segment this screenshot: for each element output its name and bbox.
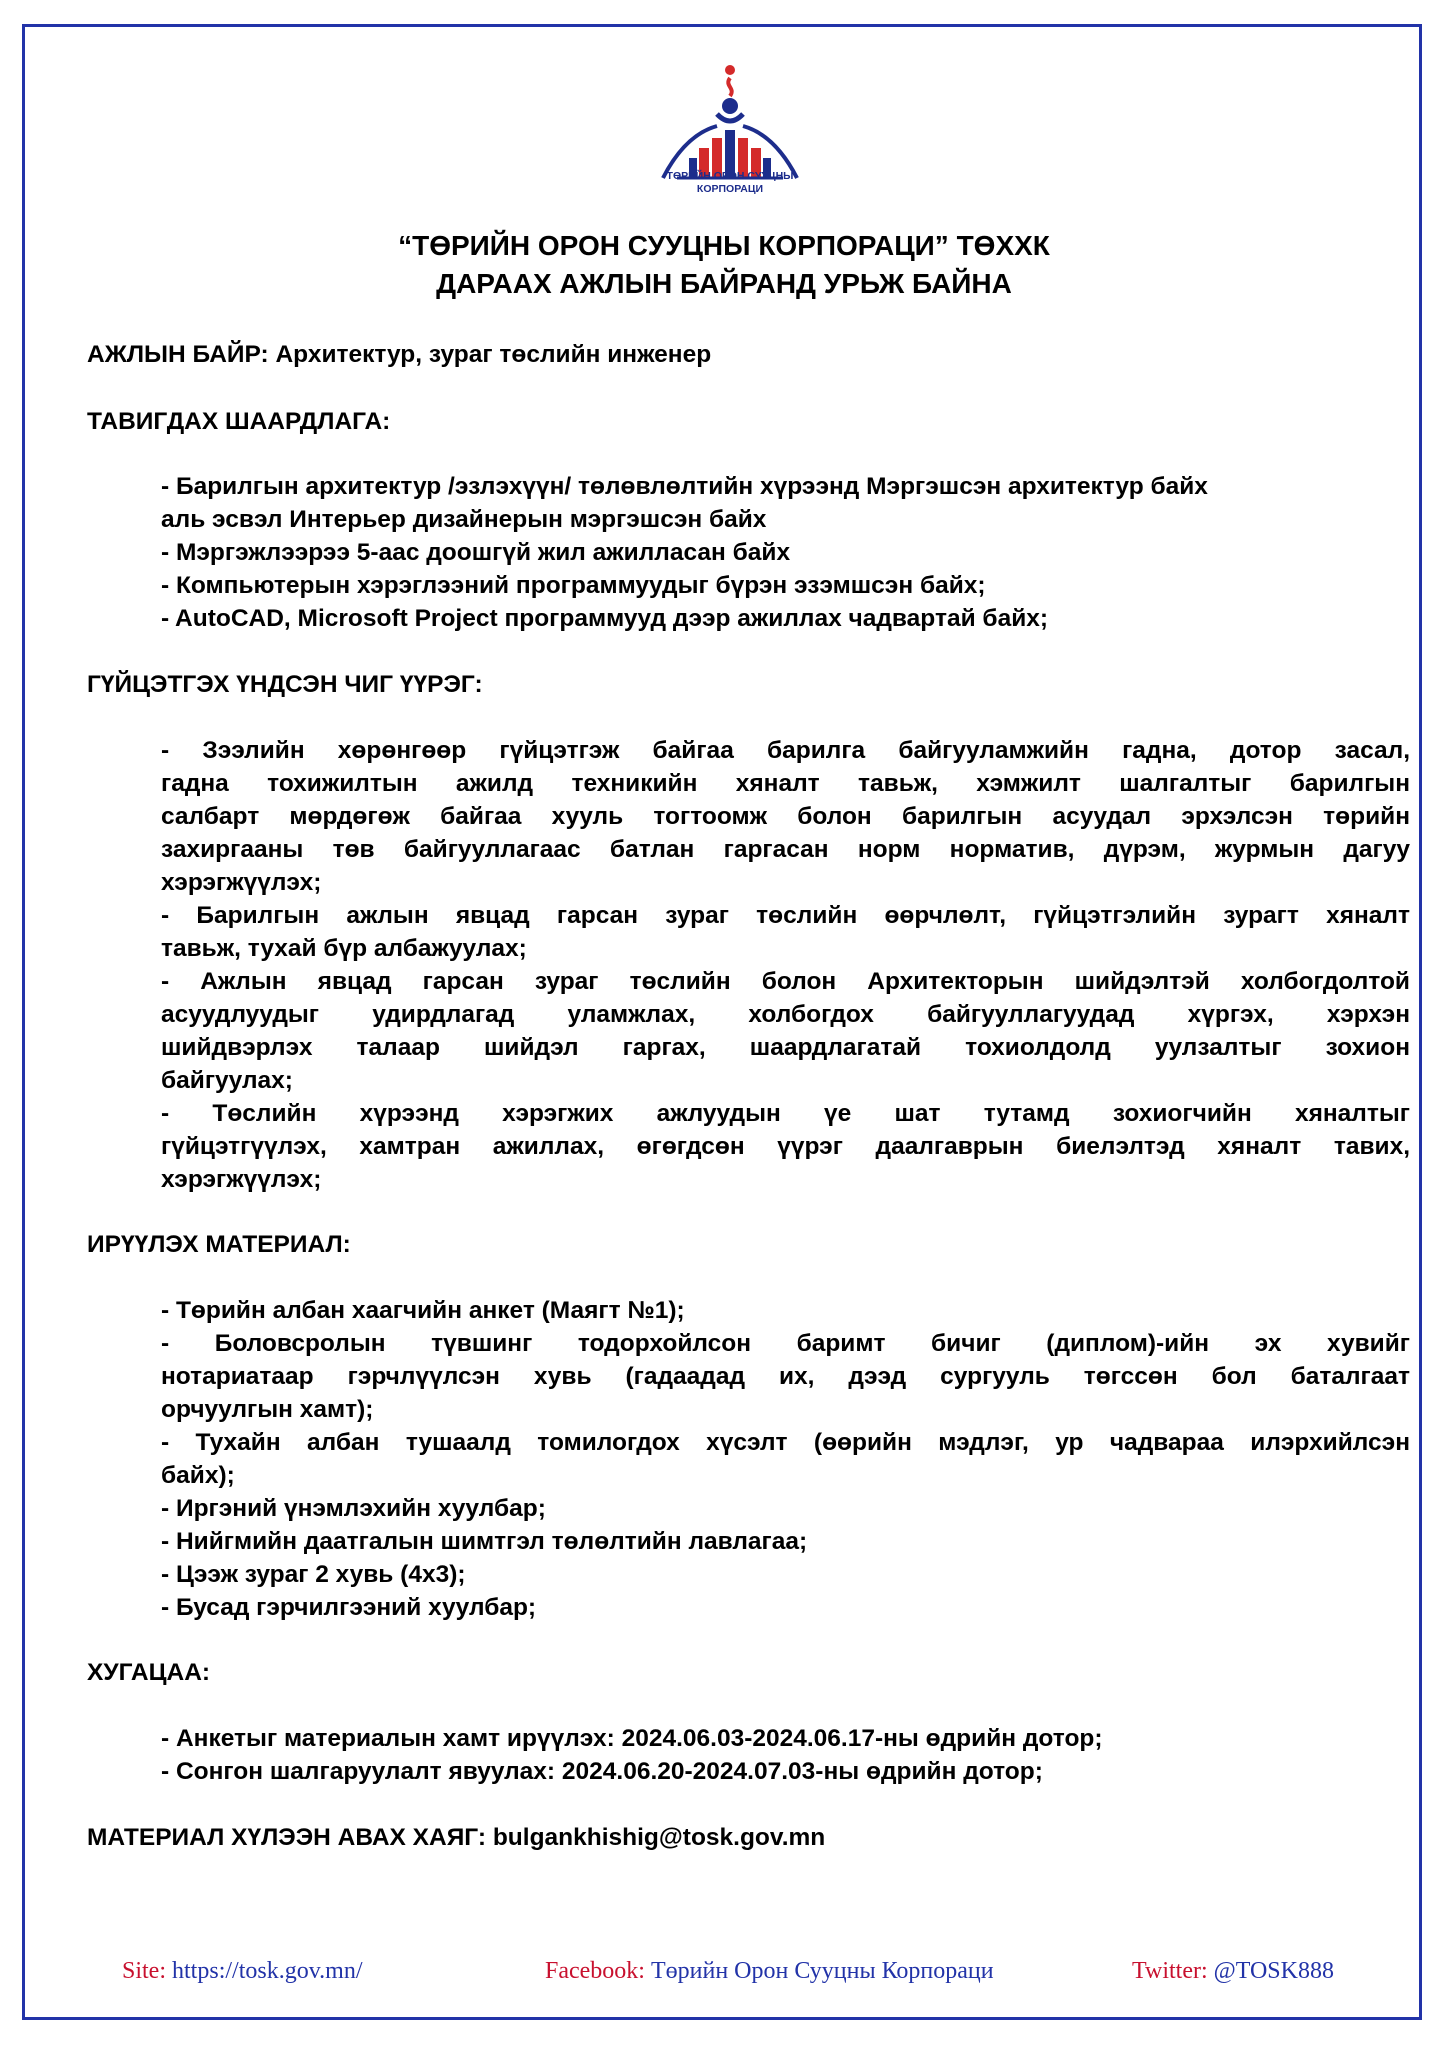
material-line: - Боловсролын түвшинг тодорхойлсон баримт бичиг (диплом)-ийн эх хувийг (161, 1330, 1410, 1357)
footer-facebook-label: Facebook: (545, 1958, 645, 1984)
footer-facebook[interactable] (545, 1958, 994, 1985)
deadline-line: - Анкетыг материалын хамт ирүүлэх: 2024.06.03-2024.06.17-ны өдрийн дотор; (161, 1725, 1103, 1752)
duty-line: - Зээлийн хөрөнгөөр гүйцэтгэж байгаа барилга байгууламжийн гадна, дотор засал, (161, 737, 1410, 764)
deadline-line: - Сонгон шалгаруулалт явуулах: 2024.06.20-2024.07.03-ны өдрийн дотор; (161, 1758, 1043, 1785)
material-line: нотариатаар гэрчлүүлсэн хувь (гадаадад их, дээд сургууль төгссөн бол баталгаат (161, 1363, 1410, 1390)
logo-text-line1: ТӨРИЙН ОРОН СУУЦНЫ (666, 170, 794, 182)
footer-twitter-label: Twitter: (1132, 1958, 1208, 1984)
material-line: байх); (161, 1462, 235, 1489)
duty-line: захиргааны төв байгууллагаас батлан гаргасан норм норматив, дүрэм, журмын дагуу (161, 836, 1410, 863)
requirements-heading: ТАВИГДАХ ШААРДЛАГА: (87, 408, 391, 435)
material-line: - Төрийн албан хаагчийн анкет (Маягт №1); (161, 1297, 685, 1324)
requirement-line: - Мэргэжлээрээ 5-аас доошгүй жил ажилласан байх (161, 539, 791, 566)
duty-line: тавьж, тухай бүр албажуулах; (161, 935, 527, 962)
requirement-line: - Компьютерын хэрэглээний программуудыг бүрэн эзэмшсэн байх; (161, 572, 986, 599)
deadline-heading: ХУГАЦАА: (87, 1659, 211, 1686)
address-line (87, 1821, 825, 1854)
duties-heading: ГҮЙЦЭТГЭХ ҮНДСЭН ЧИГ ҮҮРЭГ: (87, 671, 483, 698)
page-title: “ТӨРИЙН ОРОН СУУЦНЫ КОРПОРАЦИ” ТӨХХК (398, 230, 1050, 261)
contact-email[interactable]: bulgankhishig@tosk.gov.mn (486, 1824, 826, 1851)
duty-line: - Барилгын ажлын явцад гарсан зураг төслийн өөрчлөлт, гүйцэтгэлийн зурагт хяналт (161, 902, 1410, 929)
duty-line: - Төслийн хүрээнд хэрэгжих ажлуудын үе шат тутамд зохиогчийн хяналтыг (161, 1100, 1410, 1127)
duty-line: хэрэгжүүлэх; (161, 869, 322, 896)
material-line: - Иргэний үнэмлэхийн хуулбар; (161, 1495, 546, 1522)
footer-twitter[interactable] (1132, 1958, 1334, 1985)
footer-site-link[interactable]: https://tosk.gov.mn/ (166, 1958, 363, 1984)
footer-site[interactable] (122, 1958, 362, 1985)
footer-twitter-link[interactable]: @TOSK888 (1207, 1958, 1334, 1984)
material-line: орчуулгын хамт); (161, 1396, 374, 1423)
material-line: - Цээж зураг 2 хувь (4х3); (161, 1561, 466, 1588)
footer-facebook-link[interactable]: Төрийн Орон Сууцны Корпораци (644, 1958, 994, 1984)
duty-line: - Ажлын явцад гарсан зураг төслийн болон Архитекторын шийдэлтэй холбогдолтой (161, 968, 1410, 995)
requirement-line: - Барилгын архитектур /эзлэхүүн/ төлөвлөлтийн хүрээнд Мэргэшсэн архитектур байх (161, 473, 1208, 500)
requirement-line: - AutoCAD, Microsoft Project программууд дээр ажиллах чадвартай байх; (161, 605, 1049, 632)
position-value: Архитектур, зураг төслийн инженер (268, 341, 712, 368)
position-label: АЖЛЫН БАЙР: (87, 341, 269, 368)
duty-line: шийдвэрлэх талаар шийдэл гаргах, шаардлагатай тохиолдолд уулзалтыг зохион (161, 1034, 1410, 1061)
footer-site-label: Site: (122, 1958, 167, 1984)
address-label: МАТЕРИАЛ ХҮЛЭЭН АВАХ ХАЯГ: (87, 1824, 487, 1851)
duty-line: гадна тохижилтын ажилд техникийн хяналт тавьж, хэмжилт шалгалтыг барилгын (161, 770, 1410, 797)
duty-line: гүйцэтгүүлэх, хамтран ажиллах, өгөгдсөн үүрэг даалгаврын биелэлтэд хяналт тавих, (161, 1133, 1410, 1160)
position-line (87, 338, 711, 371)
duty-line: салбарт мөрдөгөж байгаа хууль тогтоомж болон барилгын асуудал эрхэлсэн төрийн (161, 803, 1410, 830)
duty-line: хэрэгжүүлэх; (161, 1166, 322, 1193)
duty-line: асуудлуудыг удирдлагад уламжлах, холбогдох байгууллагуудад хүргэх, хэрхэн (161, 1001, 1410, 1028)
logo-text-line2: КОРПОРАЦИ (696, 183, 764, 195)
logo-caption (630, 170, 830, 196)
duty-line: байгуулах; (161, 1067, 293, 1094)
page-subtitle: ДАРААХ АЖЛЫН БАЙРАНД УРЬЖ БАЙНА (436, 268, 1012, 299)
material-line: - Бусад гэрчилгээний хуулбар; (161, 1594, 537, 1621)
material-line: - Нийгмийн даатгалын шимтгэл төлөлтийн лавлагаа; (161, 1528, 808, 1555)
requirement-line: аль эсвэл Интерьер дизайнерын мэргэшсэн байх (161, 506, 767, 533)
materials-heading: ИРҮҮЛЭХ МАТЕРИАЛ: (87, 1231, 351, 1258)
material-line: - Тухайн албан тушаалд томилогдох хүсэлт (өөрийн мэдлэг, ур чадвараа илэрхийлсэн (161, 1429, 1410, 1456)
